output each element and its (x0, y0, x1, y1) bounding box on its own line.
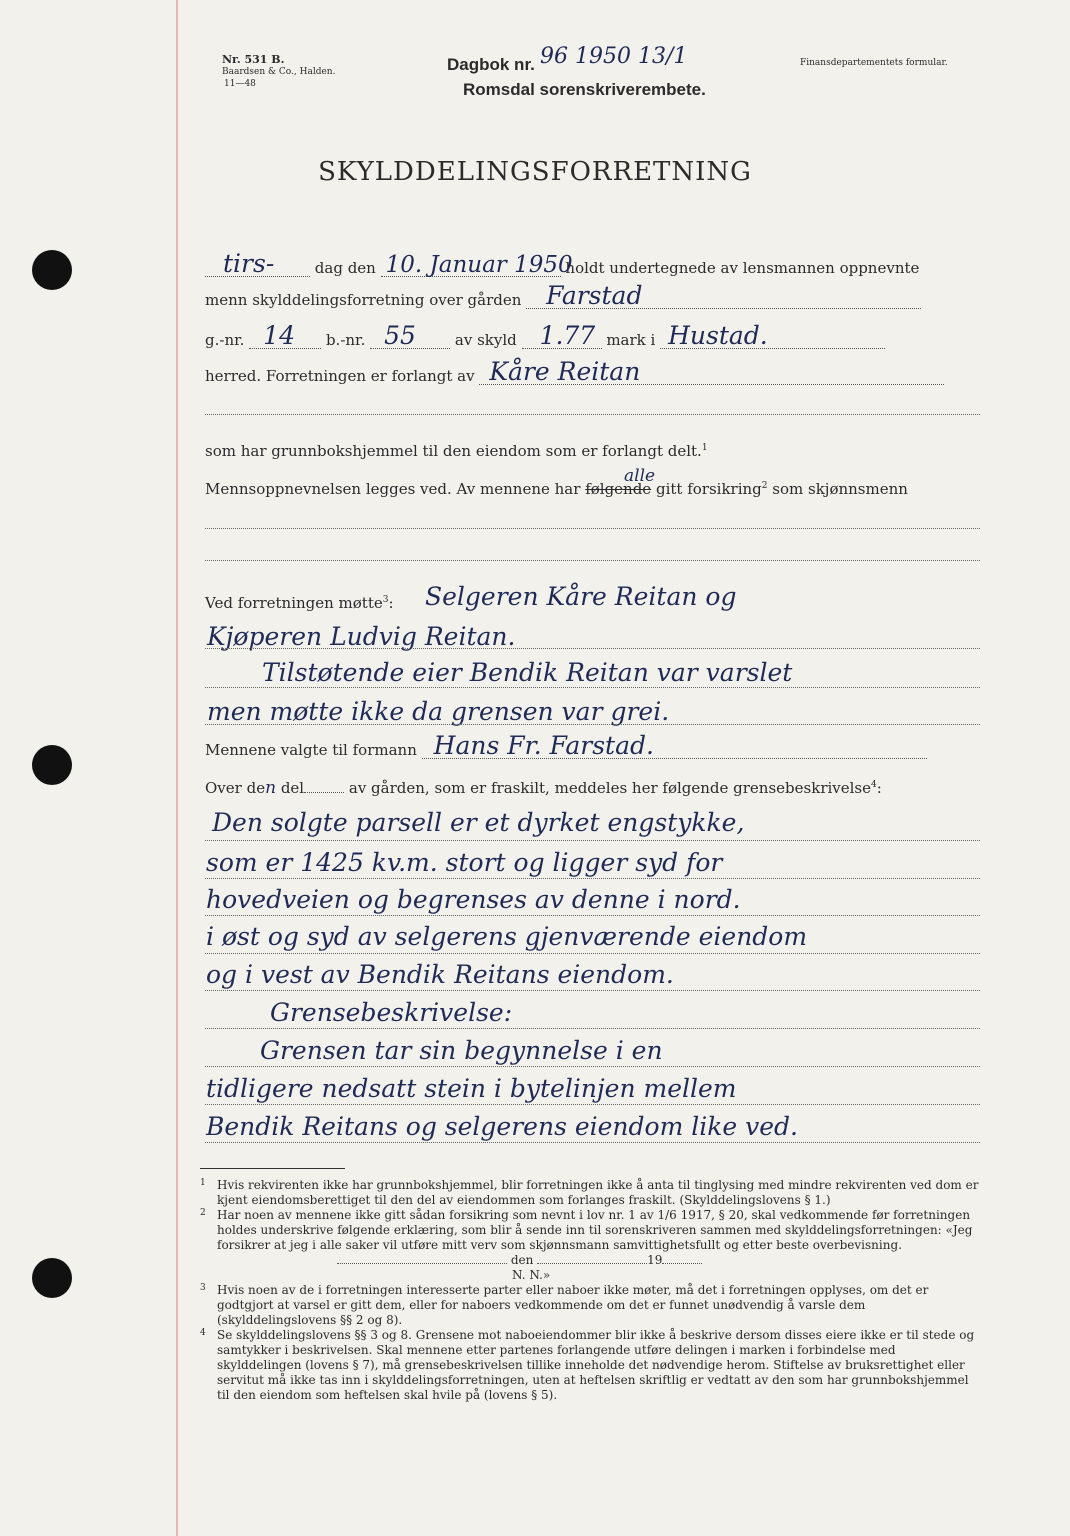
footnote-2: 2 Har noen av mennene ikke gitt sådan forsikring som nevnt i lov nr. 1 av 1/6 1917, § 20, skal vedkommende før forretningen holdes underskrive følgende erklæring, som blir å sende inn til sorenskriveren sammen med skylddelingsforretningen: «Jeg forsikrer at jeg i alle saker vil utføre mitt verv som skjønnsmann samvittighetsfullt og etter beste overbevisning. den 19 N. N.» (200, 1208, 973, 1282)
blank-rule (205, 528, 980, 529)
print-code: 11—48 (224, 79, 256, 89)
insert-hand: alle (624, 466, 656, 486)
footnote-divider (200, 1168, 345, 1169)
requester-hand: Kåre Reitan (489, 357, 641, 386)
blank-rule (205, 560, 980, 561)
mark-label: mark i (606, 331, 656, 349)
desc-hand-8: tidligere nedsatt stein i bytelinjen mellem (206, 1074, 737, 1103)
footnotes (200, 1178, 980, 1403)
form-line-3 (205, 321, 885, 350)
desc-hand-1: Den solgte parsell er et dyrket engstykke, (212, 808, 745, 837)
bnr-hand: 55 (384, 321, 416, 350)
blank-rule (205, 648, 980, 649)
blank-rule (205, 840, 980, 841)
over-label-b: del (280, 779, 305, 797)
footnote-4: 4 Se skylddelingslovens §§ 3 og 8. Grensene mot naboeiendommer blir ikke å beskrive dersom disses eiere ikke er til stede og samtykker i beskrivelsen. Skal mennene etter partenes forlangende utføre delingen i marken i forbindelse med skylddelingen (lovens § 7), må grensebeskrivelsen tillike inneholde det nødvendige herom. Stiftelse av bruksrettighet eller servitut må ikke tas inn i skylddelingsforretningen, uten at heftelsen skriftlig er vedtatt av den som har grunnbokshjemmel til den eiendom som heftelsen skal hvile på (lovens § 5). (200, 1328, 975, 1402)
form-line-2 (205, 281, 921, 310)
office-name: Romsdal sorenskriverembete. (463, 80, 706, 99)
line4-text: herred. Forretningen er forlangt av (205, 367, 475, 385)
blank-rule (205, 687, 980, 688)
line2-text: menn skylddelingsforretning over gården (205, 291, 522, 309)
form-info (222, 54, 335, 90)
attended-hand-1: Selgeren Kåre Reitan og (425, 582, 737, 611)
blank-rule (205, 1066, 980, 1067)
bnr-label: b.-nr. (325, 331, 366, 349)
line1-text: holdt undertegnede av lensmannen oppnevnte (565, 259, 920, 277)
punch-hole (32, 1258, 72, 1298)
skyld-label: av skyld (454, 331, 517, 349)
chair-line (205, 731, 927, 760)
blank-rule (205, 878, 980, 879)
form-line-4 (205, 357, 944, 386)
footnote-3: 3 Hvis noen av de i forretningen interesserte parter eller naboer ikke møter, må det i forretningen opplyses, om det er godtgjort at varsel er gitt dem, eller for naboers vedkommende om det er funnet unødvendig å varsle dem (skylddelingslovens §§ 2 og 8). (200, 1283, 929, 1327)
chair-hand: Hans Fr. Farstad. (433, 731, 654, 760)
day-label: dag den (314, 259, 376, 277)
printer: Baardsen & Co., Halden. (222, 67, 336, 77)
over-label-a: Over de (205, 779, 266, 797)
blank-rule (205, 1028, 980, 1029)
date-hand: 10. Januar 1950 (385, 252, 573, 278)
skyld-hand: 1.77 (539, 321, 596, 350)
form-line-5: som har grunnbokshjemmel til den eiendom som er forlangt delt.$^1$ (205, 442, 708, 460)
blank-rule (205, 1104, 980, 1105)
desc-hand-4: i øst og syd av selgerens gjenværende eiendom (206, 922, 808, 951)
desc-hand-6: Grensebeskrivelse: (270, 998, 513, 1027)
form-number: Nr. 531 B. (222, 53, 285, 66)
chair-label: Mennene valgte til formann (205, 741, 417, 759)
form-line-1 (205, 249, 980, 278)
document-title: SKYLDDELINGSFORRETNING (318, 157, 752, 187)
attended-hand-2: Kjøperen Ludvig Reitan. (207, 622, 516, 651)
over-label-c: av gården, som er fraskilt, meddeles her følgende grensebeskrivelse (348, 779, 872, 797)
line5-text: som har grunnbokshjemmel til den eiendom som er forlangt delt. (205, 442, 702, 460)
gnr-label: g.-nr. (205, 331, 245, 349)
line6-text-b: gitt forsikring (655, 480, 762, 498)
desc-hand-7: Grensen tar sin begynnelse i en (260, 1036, 663, 1065)
herred-hand: Hustad. (668, 321, 768, 350)
attended-label: Ved forretningen møtte (205, 594, 383, 612)
over-hand: n (265, 778, 277, 798)
desc-hand-3: hovedveien og begrenses av denne i nord. (206, 885, 741, 914)
footnote-1: 1 Hvis rekvirenten ikke har grunnbokshjemmel, blir forretningen ikke å anta til tinglysing med mindre rekvirenten ved dom er kjent eiendomsberettiget til den del av eiendommen som forlanges fraskilt. (Skylddelingslovens § 1.) (200, 1178, 979, 1207)
attended-line: Ved forretningen møtte$^3$: (205, 594, 394, 612)
blank-rule (205, 953, 980, 954)
struck-word: følgende (585, 480, 652, 498)
margin-line (176, 0, 178, 1536)
desc-hand-9: Bendik Reitans og selgerens eiendom like ved. (206, 1112, 798, 1141)
line6-text-c: som skjønnsmenn (772, 480, 908, 498)
punch-hole (32, 745, 72, 785)
blank-rule (205, 1142, 980, 1143)
gnr-hand: 14 (263, 321, 295, 350)
attended-hand-4: men møtte ikke da grensen var grei. (207, 697, 670, 726)
over-line: Over den del av gården, som er fraskilt, meddeles her følgende grensebeskrivelse$^4$: (205, 778, 882, 798)
weekday-hand: tirs- (223, 249, 275, 278)
ministry-form: Finansdepartementets formular. (800, 58, 948, 68)
dagbok-number: 96 1950 13/1 (540, 44, 688, 69)
desc-hand-2: som er 1425 kv.m. stort og ligger syd for (206, 848, 723, 877)
blank-rule (205, 724, 980, 725)
form-line-6: Mennsoppnevnelsen legges ved. Av mennene har følgende gitt forsikring$^2$ som skjønnsmenn (205, 480, 908, 498)
desc-hand-5: og i vest av Bendik Reitans eiendom. (206, 960, 674, 989)
line6-text-a: Mennsoppnevnelsen legges ved. Av mennene har (205, 480, 581, 498)
blank-rule (205, 414, 980, 415)
blank-rule (205, 915, 980, 916)
blank-rule (205, 990, 980, 991)
punch-hole (32, 250, 72, 290)
farm-hand: Farstad (546, 281, 643, 310)
attended-hand-3: Tilstøtende eier Bendik Reitan var varslet (262, 658, 793, 687)
dagbok-label: Dagbok nr. (447, 55, 535, 74)
